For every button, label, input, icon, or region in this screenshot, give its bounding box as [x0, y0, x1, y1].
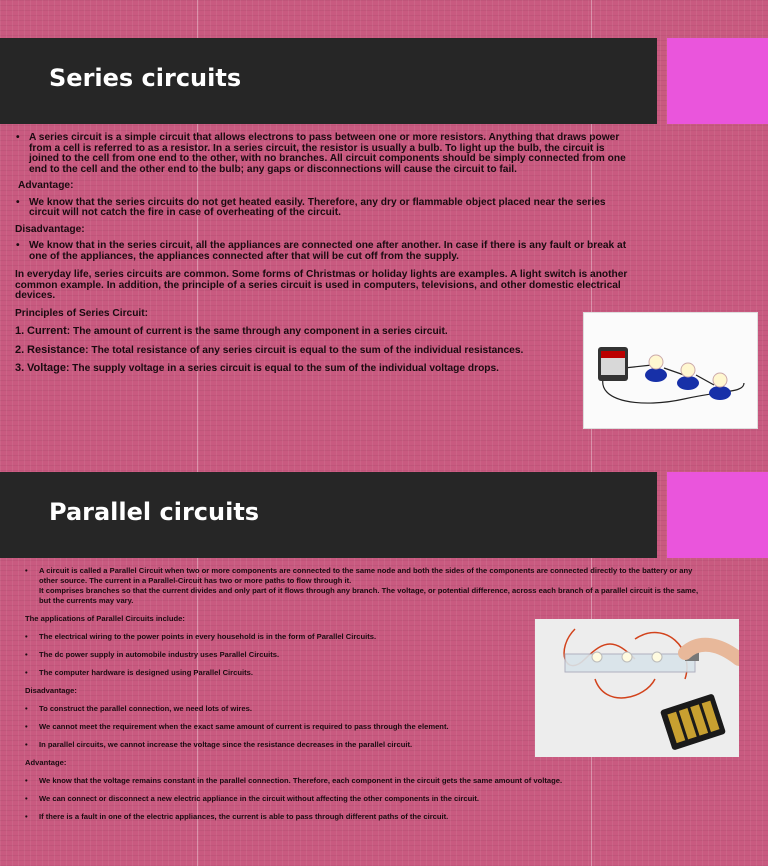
principles-list — [15, 326, 633, 375]
list-item: • We know that the voltage remains constant in the parallel connection. Therefore, each component in the circuit gets the same amount of voltage. — [25, 776, 705, 786]
list-item: • The electrical wiring to the power points in every household is in the form of Parallel Circuits. — [25, 632, 705, 642]
list-item: • We can connect or disconnect a new electric appliance in the circuit without affecting the other components in the circuit. — [25, 794, 705, 804]
applications-heading: The applications of Parallel Circuits include: — [25, 614, 185, 623]
accent-block — [667, 472, 768, 558]
slide-body — [15, 133, 633, 382]
parallel-circuit-photo — [535, 619, 739, 757]
list-item: • In parallel circuits, we cannot increase the voltage since the resistance decreases in the parallel circuit. — [25, 740, 705, 750]
slide-title: Series circuits — [49, 64, 242, 92]
series-circuit-photo — [583, 312, 758, 429]
list-item: • The computer hardware is designed using Parallel Circuits. — [25, 668, 705, 678]
disadvantage-heading: Disadvantage: — [25, 686, 77, 695]
title-bar — [0, 38, 657, 124]
slide-title: Parallel circuits — [49, 498, 260, 526]
list-item: • If there is a fault in one of the electric appliances, the current is able to pass through different paths of the circuit. — [25, 812, 705, 822]
intro-bullet: • A circuit is called a Parallel Circuit when two or more components are connected to the same node and both the sides of the components are connected directly to the battery or any other source. The current in a Parallel-Circuit has two or more paths to flow through it. It comprises branches so that the current divides and only part of it flows through any branch. The voltage, or potential difference, across each branch of a parallel circuit is the same, but the currents may vary. — [25, 566, 705, 606]
principle-item: 1. Current: The amount of current is the same through any component in a series circuit. — [15, 325, 448, 337]
accent-block — [667, 38, 768, 124]
list-item: • The dc power supply in automobile industry uses Parallel Circuits. — [25, 650, 705, 660]
disadvantage-bullet: • We know that in the series circuit, all the appliances are connected one after another. In case if there is any fault or break at one of the appliances, the appliances connected after that will be cut off from the supply. — [15, 241, 633, 262]
advantage-heading: Advantage: — [25, 758, 67, 767]
list-item: • We cannot meet the requirement when the exact same amount of current is required to pass through the element. — [25, 722, 705, 732]
principle-item: 3. Voltage: The supply voltage in a series circuit is equal to the sum of the individual voltage drops. — [15, 362, 500, 374]
principles-heading: Principles of Series Circuit: — [15, 307, 149, 319]
title-bar — [0, 472, 657, 558]
principle-item: 2. Resistance: The total resistance of any series circuit is equal to the sum of the individual resistances. — [15, 343, 524, 356]
list-item: • To construct the parallel connection, we need lots of wires. — [25, 704, 705, 714]
everyday-paragraph: In everyday life, series circuits are common. Some forms of Christmas or holiday lights are examples. A light switch is another common example. In addition, the principle of a series circuit is used in computers, televisions, and other domestic electrical devices. — [15, 269, 628, 301]
advantage-heading: Advantage: — [18, 180, 74, 191]
intro-bullet: • A series circuit is a simple circuit that allows electrons to pass between one or more resistors. Anything that draws power from a cell is referred to as a resistor. In a series circuit, the resistor is usually a bulb. To light up the bulb, the circuit is joined to the cell from one end to the other, with no branches. All circuit components should be simply connected from one end to the cell and the other end to the bulb; any gaps or disconnections will cause the circuit to fail. — [15, 133, 633, 175]
advantage-bullet: • We know that the series circuits do not get heated easily. Therefore, any dry or flammable object placed near the series circuit will not catch the fire in case of overheating of the circuit. — [15, 198, 633, 219]
disadvantage-heading: Disadvantage: — [15, 223, 85, 235]
